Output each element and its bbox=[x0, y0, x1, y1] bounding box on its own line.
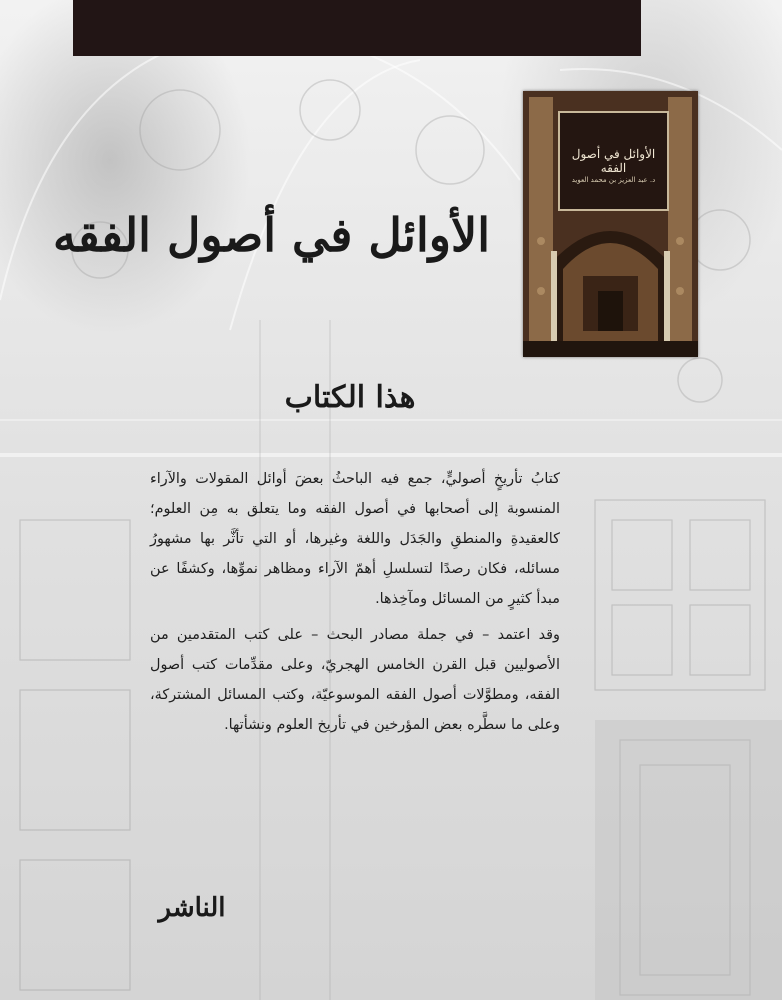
cover-title-box bbox=[558, 111, 669, 211]
book-cover-thumbnail bbox=[523, 91, 698, 357]
blurb-paragraph: وقد اعتمد – في جملة مصادر البحث – على كتب المتقدمين من الأصوليين قبل القرن الخامس الهجريّ، وعلى مقدِّمات كتب أصول الفقه، ومطوَّلات أصول الفقه الموسوعيّة، وكتب المسائل المشتركة، وعلى ما سطَّره بعض المؤرخين في تأريخ العلوم ونشأتها. bbox=[150, 627, 560, 733]
top-dark-band bbox=[73, 0, 641, 56]
section-heading: هذا الكتاب bbox=[284, 380, 416, 415]
blurb-text bbox=[150, 464, 560, 746]
publisher-signature: الناشر bbox=[158, 893, 226, 923]
blurb-paragraph: كتابُ تأريخٍ أصوليٍّ، جمع فيه الباحثُ بعضَ أوائل المقولات والآراء المنسوبة إلى أصحابها في أصول الفقه وما يتعلق به مِن العلوم؛ كالعقيدةِ والمنطقِ والجَدَل واللغة وغيرها، أو التي تأثَّر بها مشهورُ مسائله، فكان رصدًا لتسلسلِ أهمّ الآراء ومظاهر نموِّها، وكشفًا عن مبدأ كثيرٍ من المسائل ومآخِذها. bbox=[150, 471, 560, 607]
book-title: الأوائل في أصول الفقه bbox=[52, 208, 490, 262]
cover-author: د. عبد العزيز بن محمد العويد bbox=[571, 176, 656, 184]
cover-title: الأوائل في أصول الفقه bbox=[571, 147, 656, 175]
